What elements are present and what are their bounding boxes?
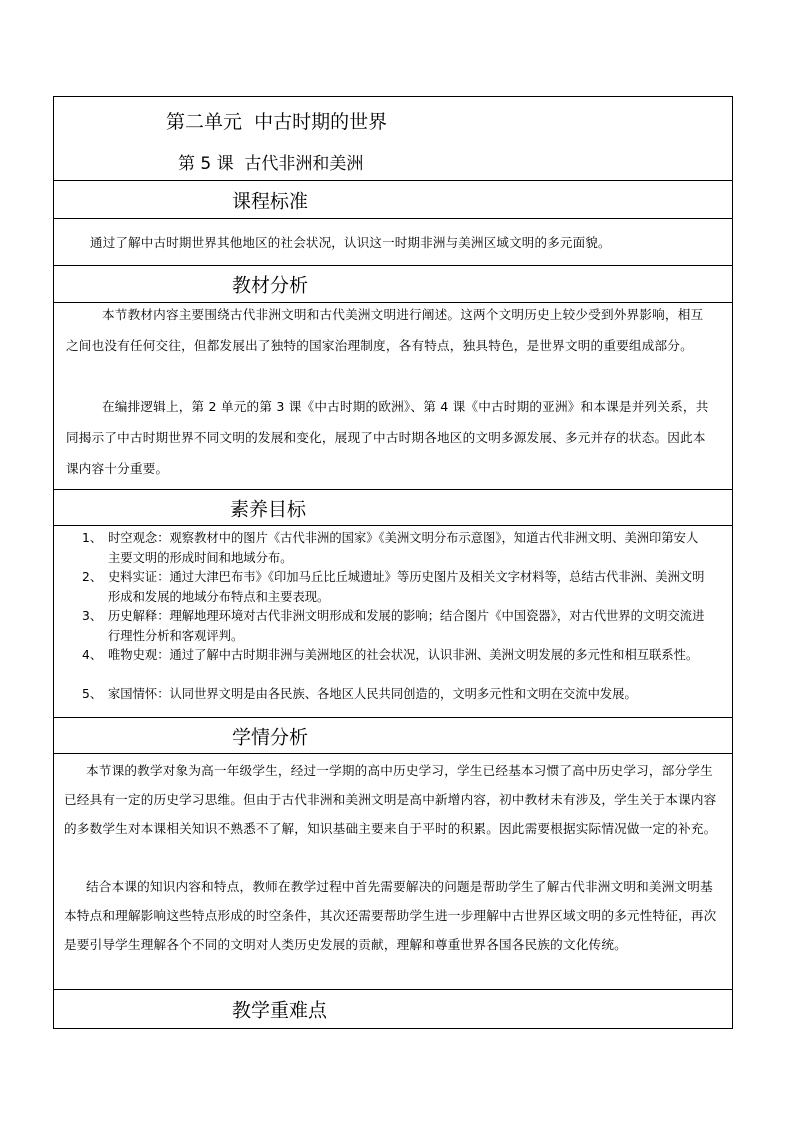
- textbook-analysis-paragraph-1: 本节教材内容主要围绕古代非洲文明和古代美洲文明进行阐述。这两个文明历史上较少受到外界影响，相互之间也没有任何交往，但都发展出了独特的国家治理制度，各有特点，独具特色，是世界文明的重要组成部分。: [66, 307, 704, 353]
- learner-analysis-paragraph-1: 本节课的教学对象为高一年级学生，经过一学期的高中历史学习，学生已经基本习惯了高中历史学习，部分学生已经具有一定的历史学习思维。但由于古代非洲和美洲文明是高中新增内容，初中教材未有涉及，学生关于本课内容的多数学生对本课相关知识不熟悉不了解，知识基础主要来自于平时的积累。因此需要根据实际情况做一定的补充。: [64, 763, 717, 836]
- goal-text: 时空观念：观察教材中的图片《古代非洲的国家》《美洲文明分布示意图》，知道古代非洲文明、美洲印第安人主要文明的形成时间和地域分布。: [108, 531, 699, 565]
- literacy-goals-body-row: [54, 526, 732, 718]
- literacy-goals-heading: 素养目标: [230, 498, 307, 520]
- goal-text: 史料实证：通过大津巴布韦》《印加马丘比丘城遗址》等历史图片及相关文字材料等，总结古代非洲、美洲文明形成和发展的地域分布特点和主要表现。: [108, 570, 705, 604]
- learner-analysis-heading-row: [54, 718, 732, 754]
- goal-text: 唯物史观：通过了解中古时期非洲与美洲地区的社会状况，认识非洲、美洲文明发展的多元性和相互联系性。: [108, 648, 699, 662]
- curriculum-standard-body-row: [54, 219, 732, 266]
- goal-number: 2、: [82, 570, 103, 584]
- curriculum-standard-heading-row: [54, 181, 732, 219]
- goal-number: 3、: [82, 609, 103, 623]
- goal-number: 5、: [82, 687, 103, 701]
- textbook-analysis-body-row: [54, 303, 732, 490]
- lesson-plan-table: [53, 96, 733, 1029]
- goal-number: 1、: [82, 531, 103, 545]
- goal-text: 历史解释：理解地理环境对古代非洲文明形成和发展的影响；结合图片《中国瓷器》，对古代世界的文明交流进行理性分析和客观评判。: [108, 609, 705, 643]
- textbook-analysis-paragraph-2: 在编排逻辑上，第 2 单元的第 3 课《中古时期的欧洲》、第 4 课《中古时期的亚洲》和本课是并列关系，共同揭示了中古时期世界不同文明的发展和变化，展现了中古时期各地区的文明多源发展、多元并存的状态。因此本课内容十分重要。: [66, 399, 709, 476]
- key-difficulties-heading-row: [54, 990, 732, 1028]
- title-row: [54, 97, 732, 181]
- learner-analysis-body-row: [54, 754, 732, 990]
- unit-title: 第二单元 中古时期的世界: [166, 111, 388, 133]
- lesson-title: 第 5 课 古代非洲和美洲: [178, 154, 364, 174]
- textbook-analysis-heading-row: [54, 266, 732, 303]
- key-difficulties-heading: 教学重难点: [232, 999, 328, 1022]
- learner-analysis-paragraph-2: 结合本课的知识内容和特点，教师在教学过程中首先需要解决的问题是帮助学生了解古代非洲文明和美洲文明基本特点和理解影响这些特点形成的时空条件，其次还需要帮助学生进一步理解中古世界区域文明的多元性特征，再次是要引导学生理解各个不同的文明对人类历史发展的贡献，理解和尊重世界各国各民族的文化传统。: [64, 879, 717, 952]
- textbook-analysis-heading: 教材分析: [232, 274, 309, 297]
- curriculum-standard-heading: 课程标准: [232, 190, 309, 212]
- literacy-goals-heading-row: [54, 490, 732, 526]
- learner-analysis-heading: 学情分析: [232, 726, 309, 748]
- goal-number: 4、: [82, 648, 103, 662]
- curriculum-standard-text: 通过了解中古时期世界其他地区的社会状况，认识这一时期非洲与美洲区域文明的多元面貌。: [90, 235, 611, 250]
- goal-text: 家国情怀：认同世界文明是由各民族、各地区人民共同创造的，文明多元性和文明在交流中发展。: [108, 687, 637, 701]
